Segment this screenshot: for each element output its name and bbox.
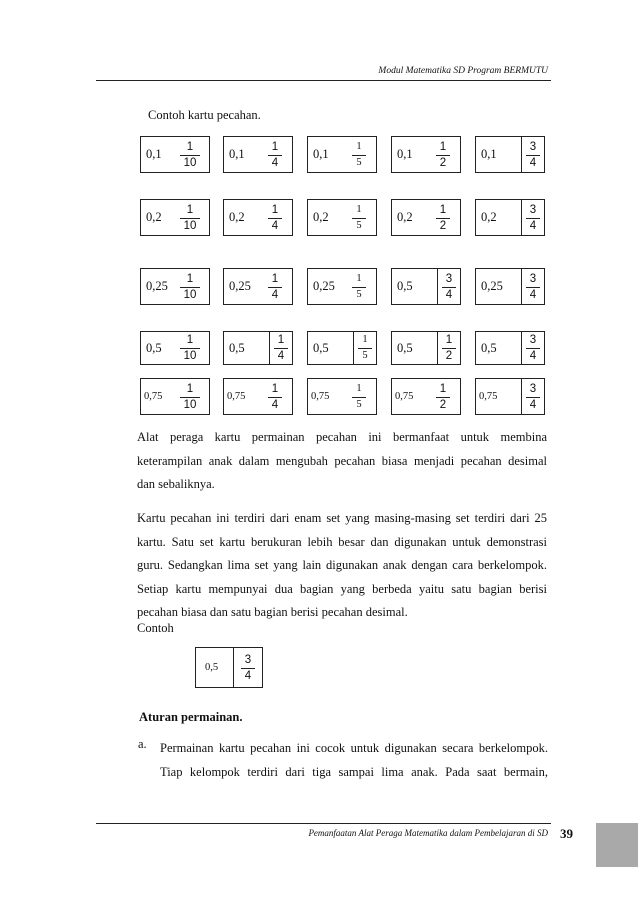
card-decimal: 0,25 bbox=[146, 279, 168, 293]
fraction-card bbox=[475, 199, 545, 236]
fraction-bar bbox=[436, 397, 450, 398]
card-decimal: 0,2 bbox=[481, 210, 497, 224]
fraction-card bbox=[307, 136, 377, 173]
card-decimal: 0,2 bbox=[313, 210, 329, 224]
intro-text: Contoh kartu pecahan. bbox=[148, 108, 261, 122]
fraction-card bbox=[391, 331, 461, 365]
fraction-denominator: 4 bbox=[529, 219, 537, 232]
fraction-bar bbox=[268, 218, 282, 219]
card-decimal: 0,1 bbox=[146, 147, 162, 161]
fraction-numerator: 1 bbox=[445, 334, 453, 346]
card-fraction bbox=[432, 201, 454, 234]
rule-a-line: Tiap kelompok terdiri dari tiga sampai lima anak. Pada saat bermain, bbox=[160, 764, 548, 779]
fraction-bar bbox=[180, 218, 200, 219]
rule-a-text bbox=[160, 737, 548, 784]
fraction-numerator: 3 bbox=[529, 272, 537, 285]
fraction-bar bbox=[274, 348, 288, 349]
fraction-card bbox=[223, 331, 293, 365]
card-fraction bbox=[432, 138, 454, 171]
card-decimal: 0,5 bbox=[205, 662, 219, 673]
fraction-bar bbox=[526, 218, 540, 219]
card-fraction bbox=[437, 332, 460, 364]
card-decimal: 0,5 bbox=[397, 340, 413, 355]
fraction-card bbox=[391, 268, 461, 305]
card-decimal: 0,75 bbox=[311, 391, 330, 402]
fraction-denominator: 5 bbox=[356, 288, 362, 300]
card-decimal: 0,25 bbox=[229, 279, 251, 293]
p2-line: Setiap kartu mempunyai dua bagian yang berbeda yaitu satu bagian berisi bbox=[137, 581, 547, 596]
fraction-numerator: 1 bbox=[271, 203, 279, 216]
fraction-bar bbox=[241, 668, 255, 669]
fraction-denominator: 5 bbox=[356, 398, 362, 410]
fraction-denominator: 4 bbox=[529, 398, 537, 411]
fraction-bar bbox=[442, 287, 456, 288]
card-decimal: 0,5 bbox=[146, 340, 162, 355]
fraction-numerator: 1 bbox=[439, 203, 447, 216]
p1-line: dan sebaliknya. bbox=[137, 477, 215, 491]
p1-line: Alat peraga kartu permainan pecahan ini bermanfaat untuk membina bbox=[137, 430, 547, 444]
fraction-bar bbox=[268, 397, 282, 398]
fraction-numerator: 3 bbox=[529, 140, 537, 153]
fraction-card bbox=[475, 331, 545, 365]
fraction-card bbox=[391, 378, 461, 415]
fraction-denominator: 4 bbox=[244, 669, 252, 682]
rule-a-marker: a. bbox=[138, 737, 147, 751]
fraction-denominator: 4 bbox=[277, 350, 285, 362]
p2-line: Kartu pecahan ini terdiri dari enam set yang masing-masing set terdiri dari 25 bbox=[137, 511, 547, 525]
fraction-numerator: 1 bbox=[186, 272, 194, 285]
fraction-denominator: 4 bbox=[271, 156, 279, 169]
fraction-denominator: 10 bbox=[183, 350, 197, 362]
page-tab-marker bbox=[596, 823, 638, 867]
card-fraction bbox=[264, 380, 286, 413]
fraction-denominator: 4 bbox=[271, 398, 279, 411]
card-fraction bbox=[264, 138, 286, 171]
card-fraction bbox=[348, 380, 370, 413]
fraction-bar bbox=[526, 397, 540, 398]
card-decimal: 0,75 bbox=[395, 391, 414, 402]
rule-a-line: Permainan kartu pecahan ini cocok untuk digunakan secara berkelompok. bbox=[160, 741, 548, 755]
card-fraction bbox=[432, 380, 454, 413]
fraction-numerator: 1 bbox=[186, 334, 194, 346]
fraction-card bbox=[307, 268, 377, 305]
fraction-bar bbox=[180, 397, 200, 398]
fraction-numerator: 1 bbox=[271, 140, 279, 153]
card-decimal: 0,1 bbox=[313, 147, 329, 161]
fraction-bar bbox=[180, 287, 200, 288]
fraction-numerator: 1 bbox=[271, 272, 279, 285]
fraction-denominator: 10 bbox=[183, 156, 197, 169]
card-fraction bbox=[269, 332, 292, 364]
card-fraction bbox=[179, 138, 201, 171]
fraction-bar bbox=[268, 155, 282, 156]
header-rule bbox=[96, 80, 551, 81]
card-decimal: 0,1 bbox=[229, 147, 245, 161]
fraction-denominator: 10 bbox=[183, 398, 197, 411]
fraction-bar bbox=[180, 348, 200, 349]
p2-line: kartu. Satu set kartu berukuran lebih besar dan digunakan untuk demonstrasi bbox=[137, 534, 547, 549]
fraction-numerator: 1 bbox=[277, 334, 285, 346]
footer-rule bbox=[96, 823, 551, 824]
fraction-numerator: 1 bbox=[186, 140, 194, 153]
fraction-card bbox=[223, 199, 293, 236]
example-label: Contoh bbox=[137, 621, 174, 635]
fraction-card bbox=[140, 136, 210, 173]
fraction-numerator: 1 bbox=[356, 203, 362, 215]
fraction-denominator: 2 bbox=[439, 398, 447, 411]
fraction-denominator: 4 bbox=[271, 219, 279, 232]
fraction-numerator: 1 bbox=[439, 382, 447, 395]
fraction-bar bbox=[352, 218, 366, 219]
card-fraction bbox=[353, 332, 376, 364]
p1-line: keterampilan anak dalam mengubah pecahan biasa menjadi pecahan desimal bbox=[137, 453, 547, 468]
card-fraction bbox=[521, 200, 544, 235]
fraction-bar bbox=[352, 287, 366, 288]
example-fraction-card bbox=[195, 647, 263, 688]
fraction-denominator: 2 bbox=[439, 219, 447, 232]
fraction-bar bbox=[268, 287, 282, 288]
fraction-numerator: 1 bbox=[356, 272, 362, 284]
card-decimal: 0,5 bbox=[481, 340, 497, 355]
fraction-numerator: 1 bbox=[356, 382, 362, 394]
card-fraction bbox=[233, 648, 262, 687]
fraction-bar bbox=[526, 287, 540, 288]
fraction-card bbox=[307, 199, 377, 236]
fraction-bar bbox=[526, 348, 540, 349]
card-fraction bbox=[521, 269, 544, 304]
card-decimal: 0,2 bbox=[146, 210, 162, 224]
rules-heading: Aturan permainan. bbox=[139, 710, 243, 724]
card-fraction bbox=[179, 201, 201, 234]
fraction-denominator: 5 bbox=[356, 219, 362, 231]
fraction-bar bbox=[526, 155, 540, 156]
fraction-card bbox=[391, 199, 461, 236]
fraction-card bbox=[475, 378, 545, 415]
card-fraction bbox=[264, 201, 286, 234]
fraction-numerator: 3 bbox=[244, 653, 252, 666]
card-decimal: 0,2 bbox=[229, 210, 245, 224]
fraction-card bbox=[391, 136, 461, 173]
card-fraction bbox=[179, 270, 201, 303]
fraction-bar bbox=[352, 155, 366, 156]
fraction-bar bbox=[358, 348, 372, 349]
fraction-card bbox=[223, 378, 293, 415]
fraction-bar bbox=[436, 155, 450, 156]
card-fraction bbox=[437, 269, 460, 304]
fraction-card bbox=[475, 268, 545, 305]
running-footer: Pemanfaatan Alat Peraga Matematika dalam Pembelajaran di SD bbox=[308, 828, 548, 838]
fraction-bar bbox=[180, 155, 200, 156]
card-decimal: 0,1 bbox=[397, 147, 413, 161]
fraction-card bbox=[140, 268, 210, 305]
fraction-card bbox=[140, 378, 210, 415]
card-decimal: 0,5 bbox=[229, 340, 245, 355]
card-decimal: 0,25 bbox=[313, 279, 335, 293]
card-decimal: 0,75 bbox=[227, 391, 246, 402]
paragraph-2 bbox=[137, 507, 547, 625]
fraction-denominator: 4 bbox=[529, 156, 537, 169]
card-fraction bbox=[179, 333, 201, 363]
running-header: Modul Matematika SD Program BERMUTU bbox=[378, 66, 548, 76]
fraction-denominator: 4 bbox=[445, 288, 453, 301]
fraction-denominator: 2 bbox=[445, 350, 453, 362]
fraction-numerator: 1 bbox=[271, 382, 279, 395]
card-fraction bbox=[521, 332, 544, 364]
fraction-denominator: 5 bbox=[356, 156, 362, 168]
fraction-card bbox=[223, 136, 293, 173]
card-decimal: 0,5 bbox=[313, 340, 329, 355]
fraction-numerator: 1 bbox=[356, 140, 362, 152]
fraction-denominator: 5 bbox=[362, 350, 368, 361]
fraction-bar bbox=[436, 218, 450, 219]
fraction-numerator: 3 bbox=[445, 272, 453, 285]
fraction-denominator: 4 bbox=[529, 350, 537, 362]
fraction-numerator: 3 bbox=[529, 382, 537, 395]
card-decimal: 0,2 bbox=[397, 210, 413, 224]
fraction-numerator: 1 bbox=[186, 203, 194, 216]
fraction-card bbox=[223, 268, 293, 305]
card-fraction bbox=[264, 270, 286, 303]
fraction-numerator: 3 bbox=[529, 334, 537, 346]
card-decimal: 0,5 bbox=[397, 279, 413, 293]
fraction-bar bbox=[442, 348, 456, 349]
card-decimal: 0,1 bbox=[481, 147, 497, 161]
fraction-numerator: 1 bbox=[439, 140, 447, 153]
fraction-card bbox=[307, 378, 377, 415]
fraction-numerator: 3 bbox=[529, 203, 537, 216]
card-fraction bbox=[179, 380, 201, 413]
fraction-denominator: 10 bbox=[183, 219, 197, 232]
card-fraction bbox=[348, 138, 370, 171]
card-decimal: 0,75 bbox=[479, 391, 498, 402]
fraction-denominator: 4 bbox=[271, 288, 279, 301]
fraction-denominator: 10 bbox=[183, 288, 197, 301]
fraction-denominator: 4 bbox=[529, 288, 537, 301]
fraction-bar bbox=[352, 397, 366, 398]
fraction-numerator: 1 bbox=[186, 382, 194, 395]
paragraph-1 bbox=[137, 426, 547, 497]
p2-line: pecahan biasa dan satu bagian berisi pecahan desimal. bbox=[137, 605, 408, 619]
card-fraction bbox=[521, 137, 544, 172]
fraction-denominator: 2 bbox=[439, 156, 447, 169]
fraction-card bbox=[140, 331, 210, 365]
card-fraction bbox=[521, 379, 544, 414]
card-decimal: 0,25 bbox=[481, 279, 503, 293]
card-fraction bbox=[348, 270, 370, 303]
fraction-card bbox=[307, 331, 377, 365]
fraction-numerator: 1 bbox=[362, 334, 368, 345]
fraction-card bbox=[475, 136, 545, 173]
p2-line: guru. Sedangkan lima set yang lain digunakan anak dengan cara berkelompok. bbox=[137, 558, 547, 572]
card-decimal: 0,75 bbox=[144, 391, 163, 402]
page-number: 39 bbox=[560, 826, 573, 841]
fraction-card bbox=[140, 199, 210, 236]
card-fraction bbox=[348, 201, 370, 234]
